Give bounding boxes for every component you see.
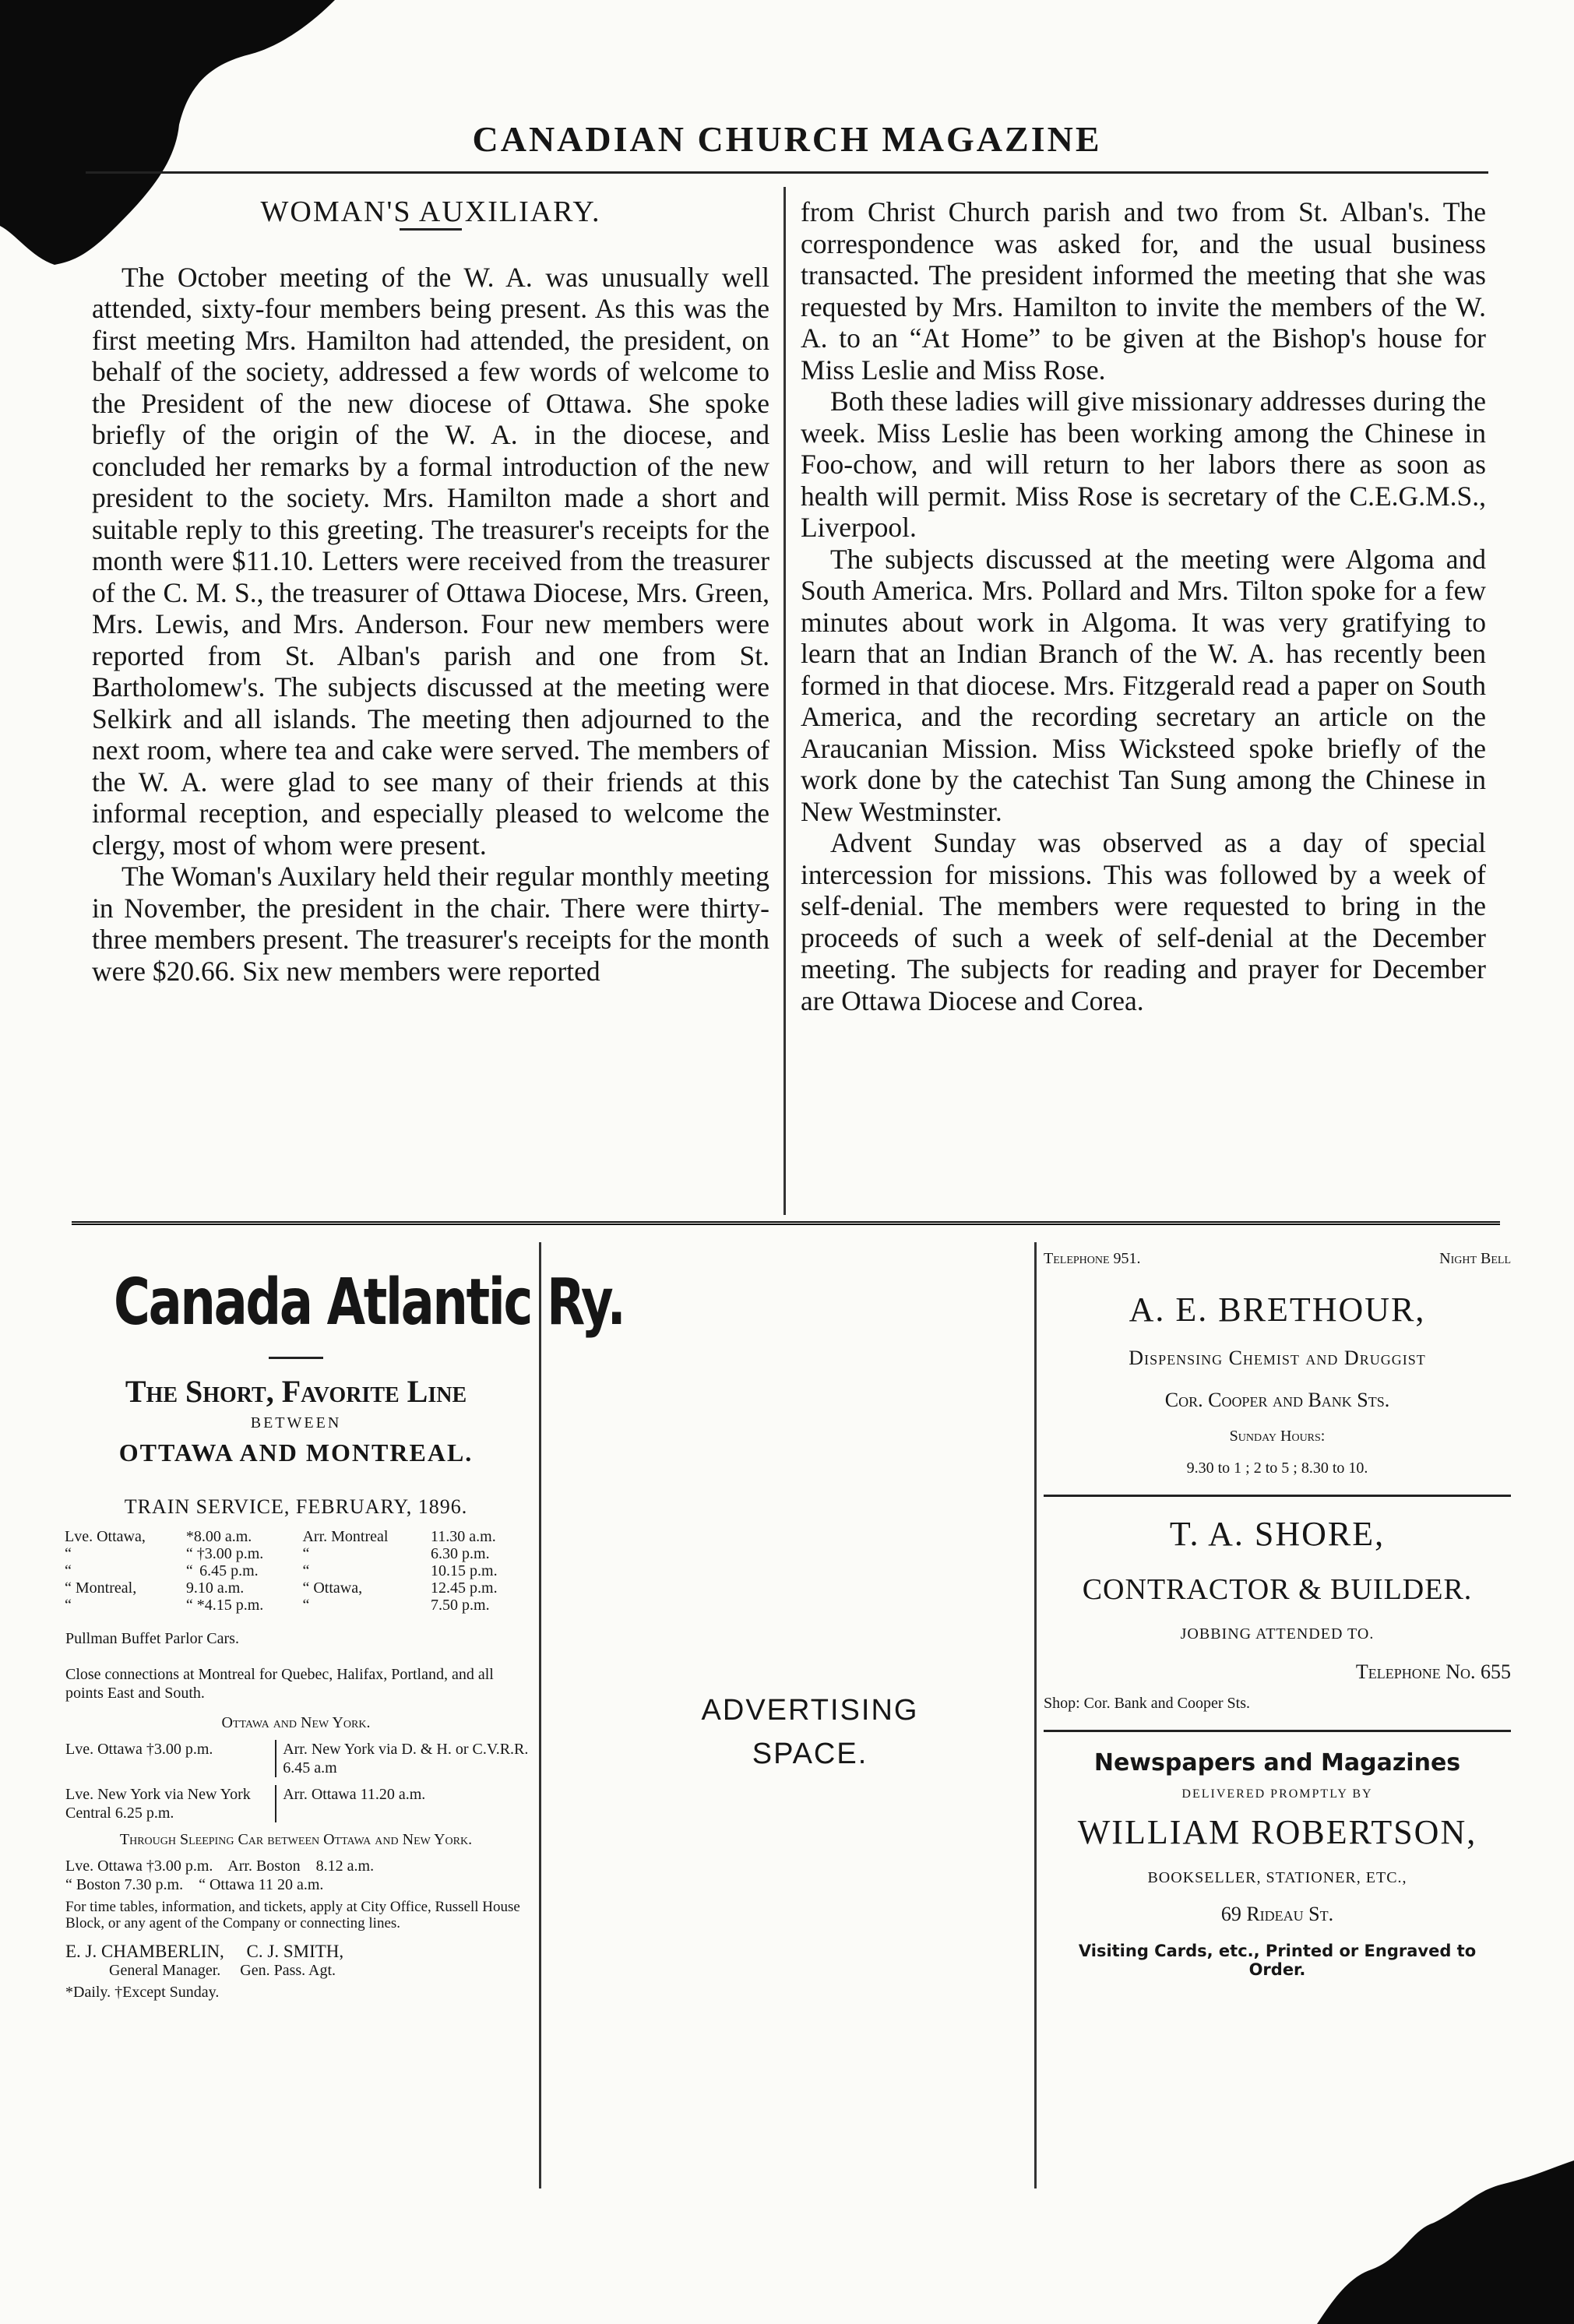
schedule-cell: “ *4.15 p.m. <box>185 1597 264 1614</box>
schedule-cell: “ <box>65 1545 72 1562</box>
sunday-hours: 9.30 to 1 ; 2 to 5 ; 8.30 to 10. <box>1186 1460 1368 1477</box>
brethour-telephone: Telephone 951. <box>1044 1250 1141 1267</box>
schedule-cell: “ 6.45 p.m. <box>185 1562 259 1579</box>
article-paragraph: The Woman's Auxilary held their regular monthly meeting in November, the president in the chair. There were thirty-three members present. The treasurer's receipts for the month were $20.66. Six new members were reported <box>92 861 769 987</box>
boston-route-1: Lve. Ottawa †3.00 p.m. Arr. Boston 8.12 a.m. <box>65 1857 375 1875</box>
schedule-row <box>62 1597 530 1614</box>
ornament-rule <box>269 1357 323 1359</box>
ad-divider-left <box>539 1242 541 2188</box>
shore-telephone: Telephone No. 655 <box>1355 1660 1511 1683</box>
schedule-cell: Arr. Montreal <box>302 1528 389 1545</box>
ink-stain-bottom-right <box>1317 2160 1574 2324</box>
schedule-cell: 10.15 p.m. <box>431 1562 498 1579</box>
robertson-address: 69 Rideau St. <box>1220 1903 1334 1925</box>
schedule-cell: 12.45 p.m. <box>431 1579 498 1597</box>
section-rule <box>72 1221 1500 1228</box>
between-label: BETWEEN <box>250 1414 342 1431</box>
article-paragraph: from Christ Church parish and two from St. Alban's. The correspondence was asked for, and the usual business transacted. The president informed the meeting that she was requested by Mrs. Hamilton to invite the members of the W. A. to an “At Home” to be given at the Bishop's house for Miss Leslie and Miss Rose. <box>801 196 1486 386</box>
schedule-row <box>62 1528 530 1545</box>
robertson-delivered: DELIVERED PROMPTLY BY <box>1181 1787 1373 1801</box>
column-divider <box>783 187 786 1215</box>
brethour-name: A. E. BRETHOUR, <box>1129 1291 1426 1329</box>
ad-rule <box>1044 1495 1511 1497</box>
article-paragraph: Both these ladies will give missionary addresses during the week. Miss Leslie has been working among the Chinese in Foo-chow, and will return to her labors there as soon as health will permit. Miss Rose is secretary of the C.E.G.M.S., Liverpool. <box>801 386 1486 543</box>
article-paragraph: The subjects discussed at the meeting were Algoma and South America. Mrs. Pollard and Mrs. Tilton spoke for a few minutes about work in Algoma. It was very gratifying to learn that an Indian Branch of the W. A. has recently been formed in that diocese. Mrs. Fitzgerald read a paper on South America, and the recording secretary an article on the Araucanian Mission. Miss Wicksteed spoke briefly of the work done by the catechist Tan Sung among the Chinese in New Westminster. <box>801 543 1486 827</box>
advertising-space-line: ADVERTISING <box>701 1694 919 1727</box>
schedule-cell: Lve. Ottawa †3.00 p.m. <box>65 1741 213 1758</box>
ad-rule <box>1044 1730 1511 1732</box>
schedule-cell: Arr. New York via D. & H. or C.V.R.R. 6.45 a.m <box>275 1740 530 1777</box>
sleeping-car-note: Through Sleeping Car between Ottawa and New York. <box>119 1831 473 1848</box>
schedule-cell: “ <box>302 1545 310 1562</box>
connections-note: Close connections at Montreal for Quebec, Halifax, Portland, and all points East and South. <box>65 1666 494 1702</box>
info-note: For time tables, information, and tickets, apply at City Office, Russell House Block, or any agent of the Company or connecting lines. <box>65 1899 520 1931</box>
brethour-night-bell: Night Bell <box>1439 1250 1511 1267</box>
train-schedule-table <box>62 1528 530 1614</box>
shore-name: T. A. SHORE, <box>1169 1515 1386 1553</box>
robertson-name: WILLIAM ROBERTSON, <box>1077 1813 1477 1851</box>
article-right-column <box>801 196 1486 1016</box>
schedule-cell: “ <box>302 1562 310 1579</box>
schedule-cell: “ Montreal, <box>65 1579 137 1597</box>
shore-shop: Shop: Cor. Bank and Cooper Sts. <box>1044 1695 1251 1712</box>
masthead-rule <box>86 171 1488 174</box>
schedule-row <box>62 1545 530 1562</box>
canada-atlantic-ad <box>62 1250 625 2002</box>
schedule-row <box>62 1579 530 1597</box>
brethour-header <box>1044 1250 1511 1268</box>
schedule-cell: 9.10 a.m. <box>185 1579 245 1597</box>
article-paragraph: Advent Sunday was observed as a day of special intercession for missions. This was followed by a week of self-denial. The members were requested to bring in the proceeds of such a week of self-denial at the December meeting. The subjects for reading and prayer for December are Ottawa Diocese and Corea. <box>801 827 1486 1016</box>
brethour-trade: Dispensing Chemist and Druggist <box>1129 1347 1426 1369</box>
new-york-heading: Ottawa and New York. <box>221 1714 371 1731</box>
schedule-cell: “ <box>65 1597 72 1614</box>
brethour-address: Cor. Cooper and Bank Sts. <box>1164 1389 1390 1411</box>
schedule-cell: 6.30 p.m. <box>431 1545 490 1562</box>
boston-route-2: “ Boston 7.30 p.m. “ Ottawa 11 20 a.m. <box>65 1876 324 1893</box>
pullman-note: Pullman Buffet Parlor Cars. <box>65 1630 239 1647</box>
ad-divider-right <box>1034 1242 1037 2188</box>
shore-trade: CONTRACTOR & BUILDER. <box>1082 1573 1473 1606</box>
footnote: *Daily. †Except Sunday. <box>65 1984 220 2001</box>
article-left-column <box>92 196 769 987</box>
route-label: OTTAWA AND MONTREAL. <box>118 1438 474 1467</box>
signature-names: E. J. CHAMBERLIN, C. J. SMITH, <box>65 1942 344 1961</box>
schedule-cell: 7.50 p.m. <box>431 1597 490 1614</box>
schedule-cell: “ <box>65 1562 72 1579</box>
article-title: WOMAN'S AUXILIARY. <box>260 195 601 228</box>
schedule-cell: “ †3.00 p.m. <box>185 1545 264 1562</box>
advertising-space-line: SPACE. <box>752 1738 868 1770</box>
schedule-cell: Lve. Ottawa, <box>65 1528 146 1545</box>
schedule-cell: “ Ottawa, <box>302 1579 363 1597</box>
advertising-space <box>592 1688 1028 1776</box>
signature-titles: General Manager. Gen. Pass. Agt. <box>109 1962 336 1979</box>
article-paragraph: The October meeting of the W. A. was unusually well attended, sixty-four members being present. As this was the first meeting Mrs. Hamilton had attended, the president, on behalf of the society, addressed a few words of welcome to the President of the new diocese of Ottawa. She spoke briefly of the origin of the W. A. in the diocese, and concluded her remarks by a formal introduction of the new president to the society. Mrs. Hamilton made a short and suitable reply to this greeting. The treasurer's receipts for the month were $11.10. Letters were received from the treasurer of the C. M. S., the treasurer of Ottawa Diocese, Mrs. Green, Mrs. Lewis, and Mrs. Anderson. Four new members were reported from St. Alban's parish and one from St. Bartholomew's. The subjects discussed at the meeting were Selkirk and all islands. The meeting then adjourned to the next room, where tea and cake were served. The members of the W. A. were glad to see many of their friends at this informal reception, and especially pleased to welcome the clergy, most of whom were present. <box>92 261 769 861</box>
train-service-heading: TRAIN SERVICE, FEBRUARY, 1896. <box>124 1495 468 1518</box>
new-york-route-2 <box>62 1785 530 1822</box>
schedule-cell: Lve. New York via New York Central 6.25 p.m. <box>65 1786 251 1822</box>
new-york-route-1 <box>62 1740 530 1777</box>
robertson-cards: Visiting Cards, etc., Printed or Engraved to Order. <box>1078 1942 1477 1979</box>
robertson-heading: Newspapers and Magazines <box>1093 1749 1461 1776</box>
sunday-hours-label: Sunday Hours: <box>1229 1428 1326 1445</box>
robertson-trade: BOOKSELLER, STATIONER, ETC., <box>1147 1869 1407 1886</box>
schedule-row <box>62 1562 530 1579</box>
railway-subtitle: The Short, Favorite Line <box>125 1374 467 1409</box>
schedule-cell: “ <box>302 1597 310 1614</box>
shore-jobbing: JOBBING ATTENDED TO. <box>1180 1625 1375 1643</box>
railway-title: Canada Atlantic Ry. <box>114 1266 625 1340</box>
masthead: CANADIAN CHURCH MAGAZINE <box>472 119 1102 159</box>
schedule-cell: Arr. Ottawa 11.20 a.m. <box>275 1785 530 1822</box>
schedule-cell: *8.00 a.m. <box>185 1528 252 1545</box>
schedule-cell: 11.30 a.m. <box>431 1528 496 1545</box>
business-ads-column <box>1044 1250 1511 1979</box>
